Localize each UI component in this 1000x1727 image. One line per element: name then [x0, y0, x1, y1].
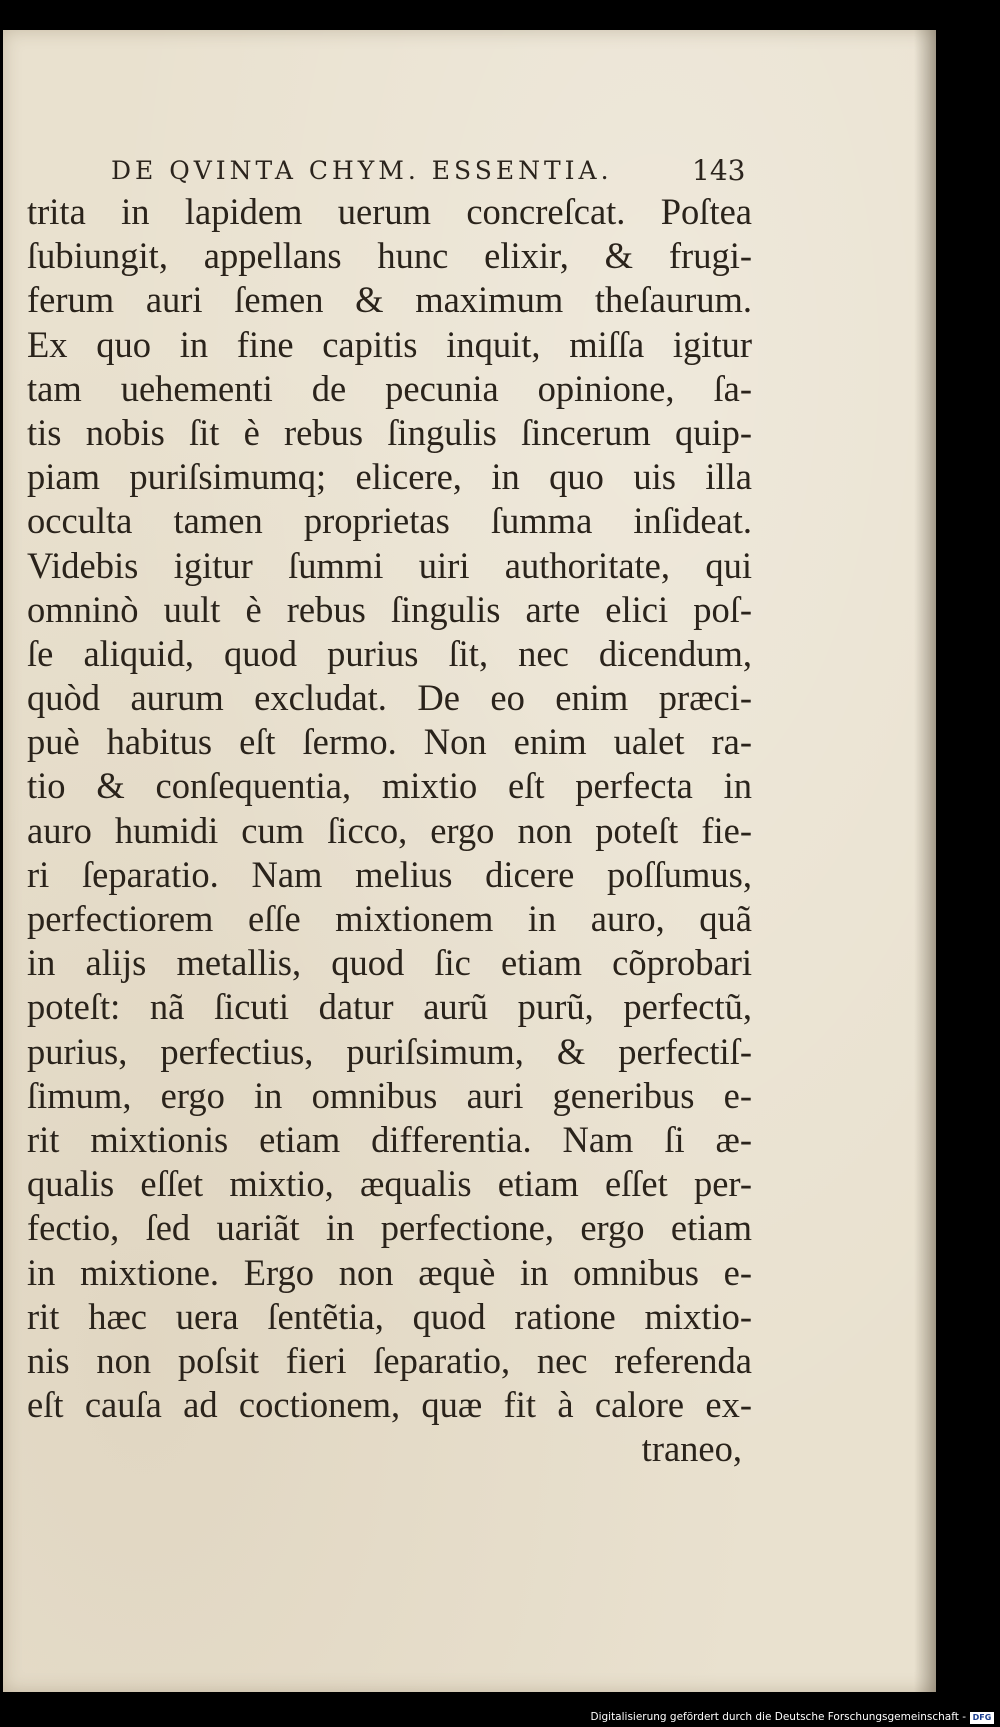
text-line: quòd aurum excludat. De eo enim præci- [27, 677, 752, 719]
text-line: in alijs metallis, quod ſic etiam cõprobari [27, 942, 752, 984]
text-line: tis nobis ſit è rebus ſingulis ſincerum quip- [27, 411, 752, 453]
text-line: purius, perfectius, puriſsimum, & perfectiſ- [27, 1030, 752, 1072]
book-page [3, 30, 936, 1692]
page-edge-shadow [914, 30, 936, 1692]
text-line: occulta tamen proprietas ſumma inſideat. [27, 500, 752, 542]
text-line: piam puriſsimumq; elicere, in quo uis illa [27, 456, 752, 498]
text-line: rit mixtionis etiam differentia. Nam ſi æ- [27, 1118, 752, 1160]
text-line: Videbis igitur ſummi uiri authoritate, qui [27, 544, 752, 586]
text-line: puè habitus eſt ſermo. Non enim ualet ra- [27, 721, 752, 763]
text-line: tio & conſequentia, mixtio eſt perfecta in [27, 765, 752, 807]
catchword: traneo, [641, 1428, 742, 1470]
body-text [27, 190, 752, 1471]
text-line: nis non poſsit fieri ſeparatio, nec referenda [27, 1339, 752, 1381]
dfg-credit-text: Digitalisierung gefördert durch die Deutsche Forschungsgemeinschaft - [590, 1711, 966, 1723]
text-line: fectio, ſed uariãt in perfectione, ergo etiam [27, 1207, 752, 1249]
running-title: DE QVINTA CHYM. ESSENTIA. [111, 156, 613, 185]
dfg-logo-icon: DFG [970, 1712, 994, 1724]
text-line: ferum auri ſemen & maximum theſaurum. [27, 279, 752, 321]
text-line: trita in lapidem uerum concreſcat. Poſtea [27, 191, 752, 232]
digitization-footer [0, 1710, 1000, 1727]
text-line: auro humidi cum ſicco, ergo non poteſt fie- [27, 809, 752, 851]
text-line: Ex quo in fine capitis inquit, miſſa igitur [27, 323, 752, 365]
text-line: omninò uult è rebus ſingulis arte elici poſ- [27, 588, 752, 630]
text-line: tam uehementi de pecunia opinione, ſa- [27, 367, 752, 409]
text-line: ri ſeparatio. Nam melius dicere poſſumus, [27, 853, 752, 895]
text-line: in mixtione. Ergo non æquè in omnibus e- [27, 1251, 752, 1293]
text-line: ſe aliquid, quod purius ſit, nec dicendum, [27, 632, 752, 674]
text-line: rit hæc uera ſentẽtia, quod ratione mixtio- [27, 1295, 752, 1337]
text-line: ſubiungit, appellans hunc elixir, & frugi- [27, 235, 752, 277]
running-head [3, 128, 936, 188]
text-line: ſimum, ergo in omnibus auri generibus e- [27, 1074, 752, 1116]
text-line: eſt cauſa ad coctionem, quæ fit à calore ex- [27, 1384, 752, 1426]
page-number: 143 [692, 154, 746, 187]
text-line: perfectiorem eſſe mixtionem in auro, quã [27, 898, 752, 939]
text-line: qualis eſſet mixtio, æqualis etiam eſſet per- [27, 1163, 752, 1205]
text-line: poteſt: nã ſicuti datur aurũ purũ, perfectũ, [27, 986, 752, 1028]
